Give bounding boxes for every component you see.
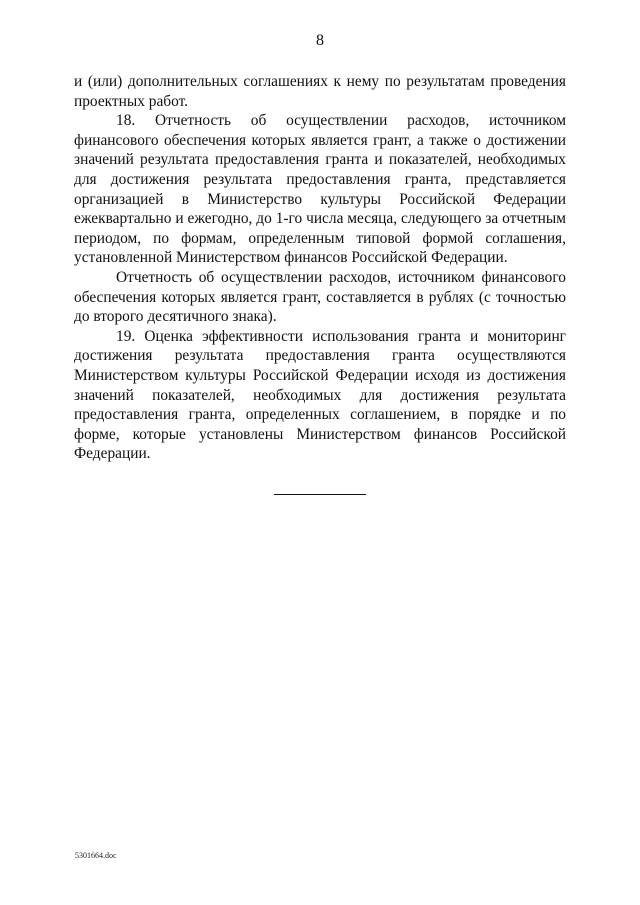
document-body — [74, 72, 566, 464]
paragraph-continuation: и (или) дополнительных соглашениях к нему по результатам проведения проектных работ. — [74, 73, 566, 110]
page-number: 8 — [316, 32, 324, 49]
end-separator-line — [274, 494, 366, 495]
paragraph-reporting-currency: Отчетность об осуществлении расходов, источником финансового обеспечения которых является грант, составляется в рублях (с точностью до второго десятичного знака). — [74, 268, 566, 326]
paragraph-item-18: 18. Отчетность об осуществлении расходов, источником финансового обеспечения которых является грант, а также о достижении значений результата предоставления гранта и показателей, необходимых для достижения результата предоставления гранта, представляется организацией в Министерство культуры Российской Федерации ежеквартально и ежегодно, до 1-го числа месяца, следующего за отчетным периодом, по формам, определенным типовой формой соглашения, установленной Министерством финансов Российской Федерации. — [74, 112, 566, 267]
paragraph-item-19: 19. Оценка эффективности использования гранта и мониторинг достижения результата предоставления гранта осуществляются Министерством культуры Российской Федерации исходя из достижения значений показателей, необходимых для достижения результата предоставления гранта, определенных соглашением, в порядке и по форме, которые установлены Министерством финансов Российской Федерации. — [74, 327, 566, 463]
footer-filename: 5301664.doc — [75, 851, 117, 860]
